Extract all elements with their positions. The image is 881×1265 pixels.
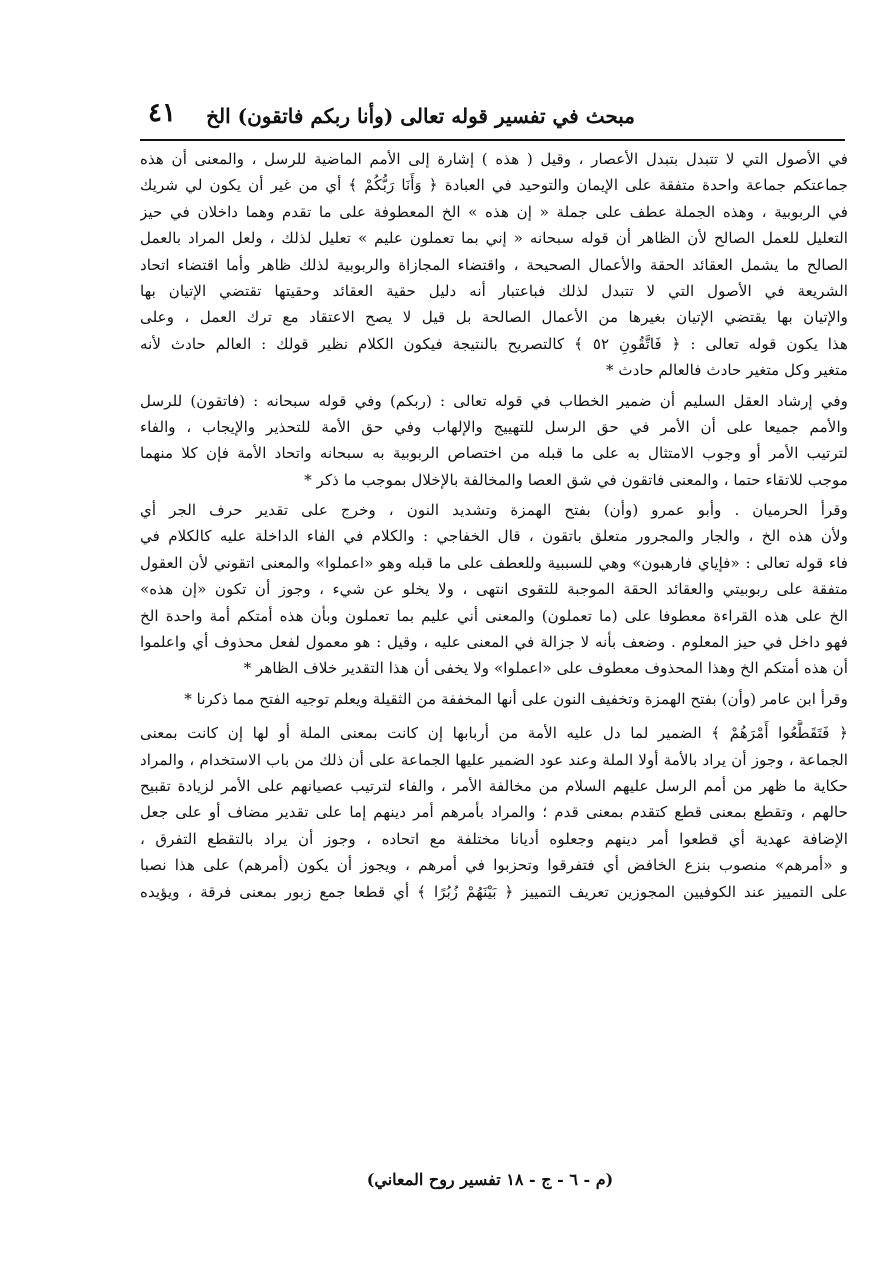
text-line: ولأن هذه الخ ، والجار والمجرور متعلق باتقون ، قال الخفاجي : والكلام في الفاء الداخلة عليه كالكلام في — [140, 527, 848, 546]
text-line: هذا يكون قوله تعالى : ﴿ فَاتَّقُونِ ٥٢ ﴾ كالتصريح بالنتيجة فيكون الكلام نظير قولك : العالم حادث لأنه — [140, 334, 848, 353]
text-line: والإتيان بها يقتضي الإتيان بغيرها من الأعمال الصالحة بل قيل لا يصح الاعتقاد مع ترك العمل ، وعلى — [140, 308, 848, 327]
page-number: ٤١ — [148, 98, 176, 128]
text-line: ﴿ فَتَقَطَّعُوا أَمْرَهُمْ ﴾ الضمير لما دل عليه الأمة من أربابها إن كانت بمعنى الملة أو لها إن كانت بمعنى — [140, 724, 848, 743]
text-line: والأمم جميعا على أن الأمر في حق الرسل للتهييج والإلهاب وفي حق الأمة للتحذير والإيجاب ، والفاء — [140, 417, 848, 436]
text-line: التعليل للعمل الصالح لأن الظاهر أن قوله سبحانه « إني بما تعملون عليم » تعليل لذلك ، ولعل المراد بالعمل — [140, 229, 848, 248]
text-line: حالهم ، وتقطع بمعنى قطع كتقدم بمعنى قدم ؛ والمراد بأمرهم أمر دينهم إما على تقدير مضاف أو على جعل — [140, 803, 848, 822]
header-rule — [140, 139, 845, 141]
footer-signature: (م - ٦ - ج - ١٨ تفسير روح المعاني) — [366, 1170, 614, 1189]
text-line: فهو داخل في حيز المعلوم . وضعف بأنه لا جزالة في المعنى عليه ، وقيل : هو معمول لفعل محذوف أي واعلموا — [140, 633, 848, 652]
text-line: موجب للاتقاء حتما ، والمعنى فاتقون في شق العصا والمخالفة بالإخلال بموجب ما ذكر * — [304, 470, 848, 489]
text-line: متغير وكل متغير حادث فالعالم حادث * — [606, 361, 848, 380]
text-line: وفي إرشاد العقل السليم أن ضمير الخطاب في قوله تعالى : (ربكم) وفي قوله سبحانه : (فاتقون) للرسل — [140, 391, 848, 410]
text-line: على التمييز عند الكوفيين المجوزين تعريف التمييز ﴿ بَيْنَهُمْ زُبُرًا ﴾ أي قطعا جمع زبور بمعنى فرقة ، ويؤيده — [140, 882, 848, 901]
text-line: الشريعة في الأصول التي لا تتبدل لذلك فباعتبار أنه دليل حقية العقائد وحقيتها تقتضي الإتيان بها — [140, 281, 848, 300]
text-line: حكاية ما ظهر من أمم الرسل عليهم السلام من مخالفة الأمر ، والفاء لترتيب عصيانهم على الأمر لزيادة تقبيح — [140, 776, 848, 795]
text-line: متفقة على ربوبيتي والعقائد الحقة الموجبة للتقوى انتهى ، ولا يخلو عن شيء ، وجوز أن تكون «إن هذه» — [140, 580, 848, 599]
text-line: و «أمرهم» منصوب بنزع الخافض أي فتفرقوا وتحزبوا في أمرهم ، ويجوز أن يكون (أمرهم) على هذا نصبا — [140, 856, 848, 875]
text-line: في الربوبية ، وهذه الجملة عطف على جملة « إن هذه » الخ المعطوفة على ما تقدم وهما داخلان في حيز — [140, 202, 848, 221]
text-line: فاء قوله تعالى : «فإياي فارهبون» وهي للسببية وللعطف على ما قبله وهو «اعملوا» والمعنى اتقوني لأن العقول — [140, 553, 848, 572]
text-line: لترتيب الأمر أو وجوب الامتثال به على ما قبله من اختصاص الربوبية به سبحانه واتحاد الأمة فإن كلا منهما — [140, 444, 848, 463]
page-header — [140, 96, 840, 140]
text-line: الصالح ما يشمل العقائد الحقة والأعمال الصحيحة ، واقتضاء المجازاة والربوبية لذلك ظاهر وأما اقتضاء اتحاد — [140, 255, 848, 274]
text-line: الجماعة ، وجوز أن يراد بالأمة أولا الملة وعند عود الضمير عليها الجماعة على أن ذلك من باب الاستخدام ، والمراد — [140, 750, 848, 769]
text-line: الخ على هذه القراءة معطوفا على (ما تعملون) والمعنى أني عليم بما تعملون وبأن هذه أمتكم أمة واحدة الخ — [140, 606, 848, 625]
main-text — [140, 146, 848, 1196]
text-line: جماعتكم جماعة واحدة متفقة على الإيمان والتوحيد في العبادة ﴿ وَأَنَا رَبُّكُمْ ﴾ أي من غير أن يكون لي شريك — [140, 176, 848, 195]
text-line: وقرأ الحرميان . وأبو عمرو (وأن) بفتح الهمزة وتشديد النون ، وخرج على تقدير حرف الجر أي — [140, 501, 848, 520]
text-line: الإضافة عهدية أي قطعوا أمر دينهم وجعلوه أديانا مختلفة مع اتحاده ، وجوز أن يراد بالتقطع التفرق ، — [140, 829, 848, 848]
text-line: أن هذه أمتكم الخ وهذا المحذوف معطوف على «اعملوا» ولا يخفى أن هذا التقدير خلاف الظاهر * — [243, 659, 848, 678]
text-line: وقرأ ابن عامر (وأن) بفتح الهمزة وتخفيف النون على أنها المخففة من الثقيلة ويعلم توجيه الفتح مما ذكرنا * — [184, 689, 848, 708]
text-line: في الأصول التي لا تتبدل بتبدل الأعصار ، وقيل ( هذه ) إشارة إلى الأمم الماضية للرسل ، والمعنى أن هذه — [140, 150, 848, 168]
running-title: مبحث في تفسير قوله تعالى (وأنا ربكم فاتقون) الخ — [206, 104, 635, 128]
